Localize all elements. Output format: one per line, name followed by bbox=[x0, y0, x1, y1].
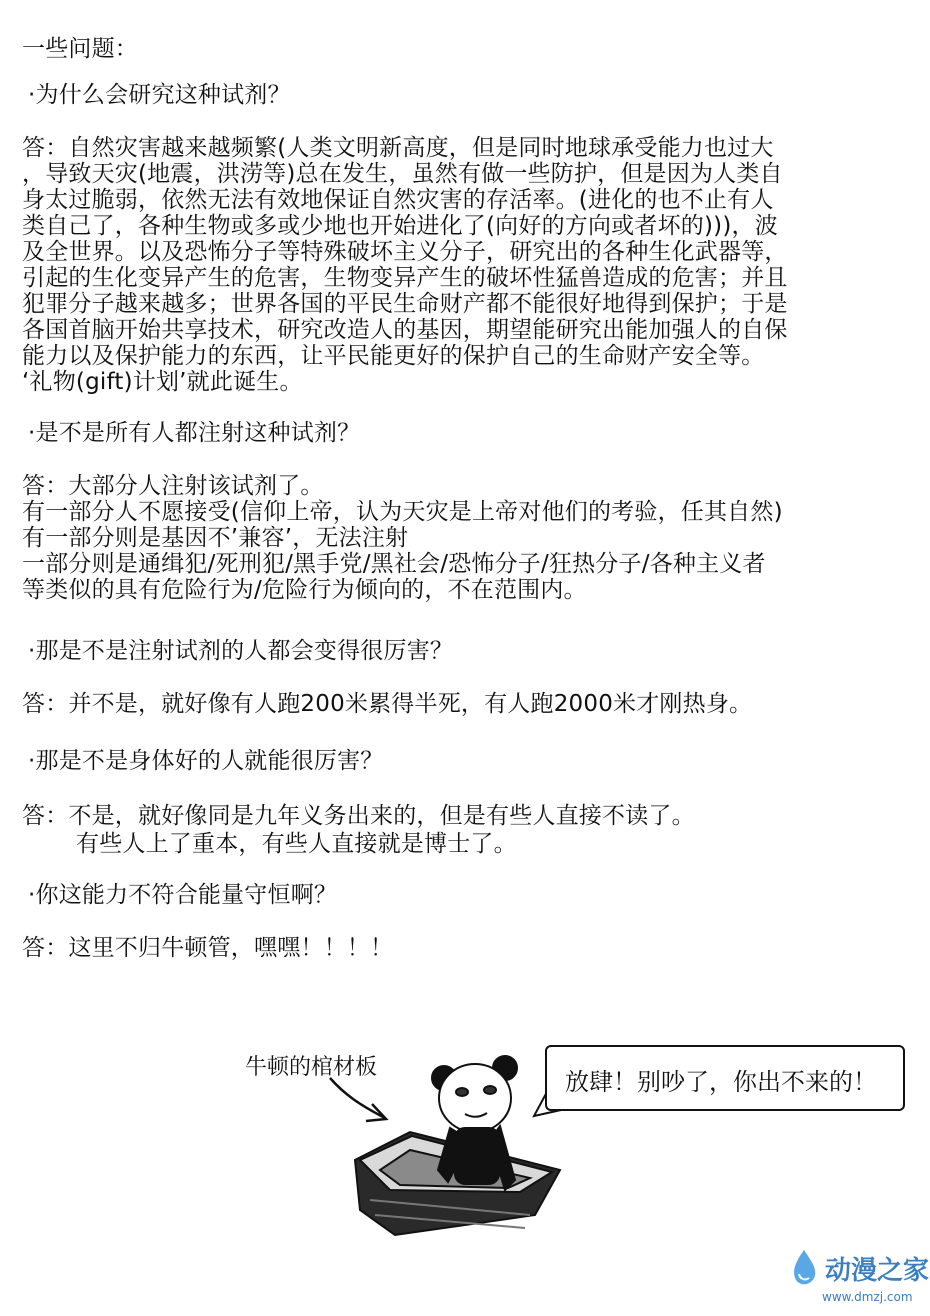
answer-2-line-2: 有一部分人不愿接受(信仰上帝，认为天灾是上帝对他们的考验，任其自然) bbox=[22, 499, 783, 525]
answer-2-line-5: 等类似的具有危险行为/危险行为倾向的，不在范围内。 bbox=[22, 577, 587, 603]
answer-1-line-7: 犯罪分子越来越多；世界各国的平民生命财产都不能很好地得到保护；于是 bbox=[22, 291, 788, 317]
answer-1-line-1: 答：自然灾害越来越频繁(人类文明新高度，但是同时地球承受能力也过大 bbox=[22, 135, 774, 161]
page-heading: 一些问题： bbox=[22, 36, 138, 62]
speech-bubble-text: 放肆！别吵了，你出不来的！ bbox=[565, 1068, 877, 1096]
answer-1-line-6: 引起的生化变异产生的危害，生物变异产生的破坏性猛兽造成的危害；并且 bbox=[22, 265, 788, 291]
answer-1-line-9: 能力以及保护能力的东西，让平民能更好的保护自己的生命财产安全等。 bbox=[22, 343, 765, 369]
answer-1-line-8: 各国首脑开始共享技术，研究改造人的基因，期望能研究出能加强人的自保 bbox=[22, 317, 788, 343]
answer-2-line-4: 一部分则是通缉犯/死刑犯/黑手党/黑社会/恐怖分子/狂热分子/各种主义者 bbox=[22, 551, 766, 577]
arrow-icon bbox=[330, 1078, 386, 1121]
question-3: ·那是不是注射试剂的人都会变得很厉害？ bbox=[28, 638, 454, 664]
answer-4-line-1: 答：不是，就好像同是九年义务出来的，但是有些人直接不读了。 bbox=[22, 803, 695, 829]
question-5: ·你这能力不符合能量守恒啊？ bbox=[28, 882, 338, 908]
answer-1-line-4: 类自己了，各种生物或多或少地也开始进化了(向好的方向或者坏的)))，波 bbox=[22, 213, 778, 239]
answer-2-line-1: 答：大部分人注射该试剂了。 bbox=[22, 473, 324, 499]
answer-1-line-5: 及全世界。以及恐怖分子等特殊破坏主义分子，研究出的各种生化武器等， bbox=[22, 239, 788, 265]
watermark bbox=[788, 1248, 930, 1312]
watermark-url: www.dmzj.com bbox=[822, 1290, 913, 1304]
panda-icon bbox=[432, 1056, 517, 1190]
answer-3-line-1: 答：并不是，就好像有人跑200米累得半死，有人跑2000米才刚热身。 bbox=[22, 691, 753, 717]
watermark-brand: 动漫之家 bbox=[825, 1256, 930, 1286]
question-1: ·为什么会研究这种试剂？ bbox=[28, 82, 291, 108]
answer-4-line-2: 有些人上了重本，有些人直接就是博士了。 bbox=[76, 831, 517, 857]
coffin-caption: 牛顿的棺材板 bbox=[245, 1055, 378, 1080]
answer-5-line-1: 答：这里不归牛顿管，嘿嘿！！！！ bbox=[22, 935, 394, 961]
droplet-icon bbox=[788, 1248, 820, 1288]
answer-1-line-3: 身太过脆弱，依然无法有效地保证自然灾害的存活率。(进化的也不止有人 bbox=[22, 187, 774, 213]
question-4: ·那是不是身体好的人就能很厉害？ bbox=[28, 748, 384, 774]
answer-1-line-10: ‘礼物(gift)计划’就此诞生。 bbox=[22, 369, 303, 395]
question-2: ·是不是所有人都注射这种试剂？ bbox=[28, 420, 361, 446]
answer-1-line-2: ，导致天灾(地震，洪涝等)总在发生，虽然有做一些防护，但是因为人类自 bbox=[22, 161, 783, 187]
answer-2-line-3: 有一部分则是基因不’兼容’，无法注射 bbox=[22, 525, 409, 551]
speech-bubble bbox=[545, 1045, 905, 1111]
